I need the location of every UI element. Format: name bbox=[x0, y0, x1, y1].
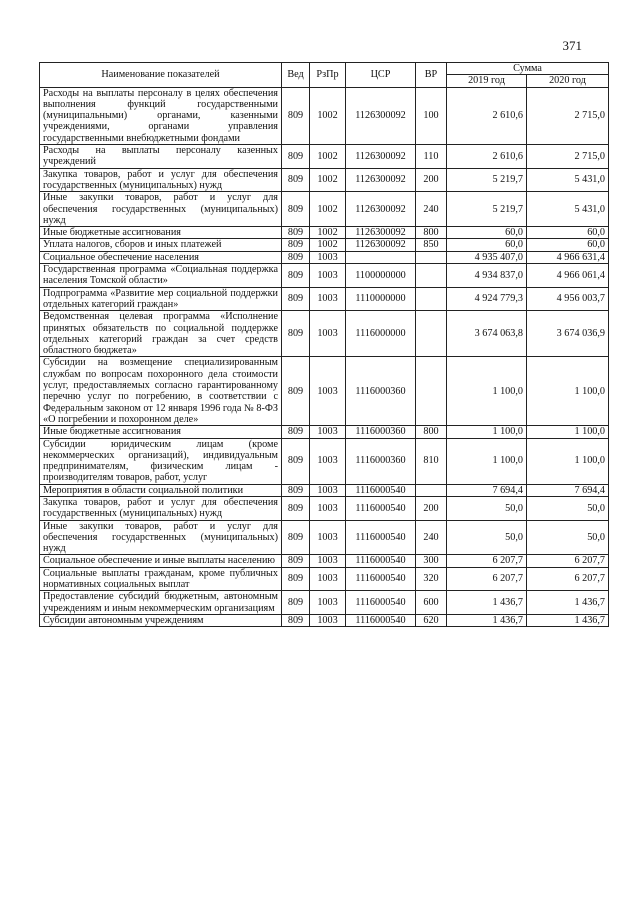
table-row bbox=[40, 555, 609, 567]
cell-sum-2020: 60,0 bbox=[527, 239, 609, 251]
cell-name: Иные бюджетные ассигнования bbox=[40, 426, 282, 438]
cell-name: Мероприятия в области социальной политики bbox=[40, 484, 282, 496]
cell-csr: 1116000540 bbox=[346, 520, 416, 555]
cell-sum-2019: 1 100,0 bbox=[447, 426, 527, 438]
cell-sum-2020: 1 100,0 bbox=[527, 426, 609, 438]
table-row bbox=[40, 567, 609, 591]
cell-name: Расходы на выплаты персоналу казенных учреждений bbox=[40, 145, 282, 169]
cell-name: Субсидии автономным учреждениям bbox=[40, 614, 282, 626]
cell-sum-2019: 4 924 779,3 bbox=[447, 287, 527, 311]
cell-sum-2019: 4 935 407,0 bbox=[447, 251, 527, 263]
cell-sum-2019: 6 207,7 bbox=[447, 555, 527, 567]
cell-sum-2020: 1 436,7 bbox=[527, 614, 609, 626]
cell-sum-2019: 5 219,7 bbox=[447, 192, 527, 227]
cell-name: Субсидии юридическим лицам (кроме некоммерческих организаций), индивидуальным предпринимателям, физическим лицам - производителям товаров, работ, услуг bbox=[40, 438, 282, 484]
table-row bbox=[40, 614, 609, 626]
cell-name: Ведомственная целевая программа «Исполнение принятых обязательств по социальной поддержке отдельных категорий граждан за счет средств областного бюджета» bbox=[40, 311, 282, 357]
cell-vr bbox=[416, 251, 447, 263]
cell-csr: 1126300092 bbox=[346, 87, 416, 144]
cell-vr: 320 bbox=[416, 567, 447, 591]
cell-rzpr: 1003 bbox=[310, 264, 346, 288]
cell-sum-2020: 1 100,0 bbox=[527, 438, 609, 484]
cell-sum-2020: 6 207,7 bbox=[527, 567, 609, 591]
cell-ved: 809 bbox=[282, 145, 310, 169]
cell-ved: 809 bbox=[282, 264, 310, 288]
cell-ved: 809 bbox=[282, 227, 310, 239]
cell-vr: 810 bbox=[416, 438, 447, 484]
cell-rzpr: 1003 bbox=[310, 251, 346, 263]
cell-vr: 600 bbox=[416, 591, 447, 615]
cell-vr: 800 bbox=[416, 227, 447, 239]
table-row bbox=[40, 192, 609, 227]
cell-sum-2020: 7 694,4 bbox=[527, 484, 609, 496]
header-year-2019: 2019 год bbox=[447, 75, 527, 87]
cell-csr: 1116000540 bbox=[346, 567, 416, 591]
cell-vr bbox=[416, 287, 447, 311]
cell-name: Социальное обеспечение населения bbox=[40, 251, 282, 263]
cell-sum-2019: 4 934 837,0 bbox=[447, 264, 527, 288]
table-row bbox=[40, 87, 609, 144]
header-csr: ЦСР bbox=[346, 63, 416, 88]
cell-name: Расходы на выплаты персоналу в целях обеспечения выполнения функций государственными (муниципальными) органами, казенными учреждениями, органами управления государственными внебюджетными фондами bbox=[40, 87, 282, 144]
cell-sum-2020: 2 715,0 bbox=[527, 145, 609, 169]
cell-vr bbox=[416, 311, 447, 357]
cell-sum-2019: 50,0 bbox=[447, 520, 527, 555]
cell-csr: 1126300092 bbox=[346, 192, 416, 227]
cell-vr bbox=[416, 484, 447, 496]
cell-sum-2020: 50,0 bbox=[527, 496, 609, 520]
cell-csr: 1126300092 bbox=[346, 227, 416, 239]
cell-csr: 1116000360 bbox=[346, 426, 416, 438]
cell-rzpr: 1003 bbox=[310, 496, 346, 520]
cell-sum-2019: 1 436,7 bbox=[447, 614, 527, 626]
cell-ved: 809 bbox=[282, 438, 310, 484]
cell-rzpr: 1002 bbox=[310, 87, 346, 144]
cell-name: Предоставление субсидий бюджетным, автономным учреждениям и иным некоммерческим организациям bbox=[40, 591, 282, 615]
cell-vr bbox=[416, 357, 447, 426]
cell-csr: 1116000540 bbox=[346, 591, 416, 615]
cell-ved: 809 bbox=[282, 591, 310, 615]
cell-csr: 1116000000 bbox=[346, 311, 416, 357]
cell-sum-2020: 6 207,7 bbox=[527, 555, 609, 567]
header-ved: Вед bbox=[282, 63, 310, 88]
cell-ved: 809 bbox=[282, 496, 310, 520]
cell-ved: 809 bbox=[282, 287, 310, 311]
table-row bbox=[40, 426, 609, 438]
cell-sum-2020: 3 674 036,9 bbox=[527, 311, 609, 357]
cell-ved: 809 bbox=[282, 192, 310, 227]
header-name: Наименование показателей bbox=[40, 63, 282, 88]
cell-ved: 809 bbox=[282, 251, 310, 263]
cell-sum-2020: 4 966 631,4 bbox=[527, 251, 609, 263]
header-year-2020: 2020 год bbox=[527, 75, 609, 87]
cell-name: Уплата налогов, сборов и иных платежей bbox=[40, 239, 282, 251]
cell-rzpr: 1003 bbox=[310, 484, 346, 496]
cell-vr: 110 bbox=[416, 145, 447, 169]
cell-sum-2020: 50,0 bbox=[527, 520, 609, 555]
header-rzpr: РзПр bbox=[310, 63, 346, 88]
cell-rzpr: 1002 bbox=[310, 227, 346, 239]
cell-rzpr: 1003 bbox=[310, 357, 346, 426]
cell-name: Иные закупки товаров, работ и услуг для обеспечения государственных (муниципальных) нужд bbox=[40, 192, 282, 227]
cell-rzpr: 1002 bbox=[310, 168, 346, 192]
header-vr: ВР bbox=[416, 63, 447, 88]
table-row bbox=[40, 168, 609, 192]
cell-rzpr: 1002 bbox=[310, 192, 346, 227]
cell-rzpr: 1003 bbox=[310, 426, 346, 438]
table-row bbox=[40, 484, 609, 496]
cell-ved: 809 bbox=[282, 426, 310, 438]
table-row bbox=[40, 264, 609, 288]
cell-sum-2019: 7 694,4 bbox=[447, 484, 527, 496]
cell-sum-2019: 3 674 063,8 bbox=[447, 311, 527, 357]
cell-csr: 1116000540 bbox=[346, 496, 416, 520]
cell-ved: 809 bbox=[282, 311, 310, 357]
table-row bbox=[40, 520, 609, 555]
table-row bbox=[40, 251, 609, 263]
cell-name: Закупка товаров, работ и услуг для обеспечения государственных (муниципальных) нужд bbox=[40, 168, 282, 192]
cell-sum-2019: 2 610,6 bbox=[447, 145, 527, 169]
cell-vr: 800 bbox=[416, 426, 447, 438]
cell-rzpr: 1003 bbox=[310, 567, 346, 591]
cell-sum-2019: 1 100,0 bbox=[447, 438, 527, 484]
cell-ved: 809 bbox=[282, 520, 310, 555]
cell-rzpr: 1002 bbox=[310, 239, 346, 251]
cell-vr: 240 bbox=[416, 192, 447, 227]
cell-sum-2019: 50,0 bbox=[447, 496, 527, 520]
table-header bbox=[40, 63, 609, 88]
cell-sum-2020: 2 715,0 bbox=[527, 87, 609, 144]
table-row bbox=[40, 287, 609, 311]
cell-csr: 1116000540 bbox=[346, 614, 416, 626]
cell-rzpr: 1003 bbox=[310, 311, 346, 357]
cell-csr bbox=[346, 251, 416, 263]
cell-name: Подпрограмма «Развитие мер социальной поддержки отдельных категорий граждан» bbox=[40, 287, 282, 311]
cell-ved: 809 bbox=[282, 555, 310, 567]
table-row bbox=[40, 496, 609, 520]
cell-ved: 809 bbox=[282, 567, 310, 591]
cell-rzpr: 1003 bbox=[310, 591, 346, 615]
cell-vr: 100 bbox=[416, 87, 447, 144]
cell-rzpr: 1003 bbox=[310, 520, 346, 555]
cell-name: Субсидии на возмещение специализированным службам по вопросам похоронного дела стоимости услуг, предоставляемых согласно гарантированному перечню услуг по погребению, в соответствии с Федеральным законом от 12 января 1996 года № 8-ФЗ «О погребении и похоронном деле» bbox=[40, 357, 282, 426]
cell-csr: 1116000540 bbox=[346, 555, 416, 567]
cell-ved: 809 bbox=[282, 239, 310, 251]
cell-sum-2020: 4 966 061,4 bbox=[527, 264, 609, 288]
cell-csr: 1116000540 bbox=[346, 484, 416, 496]
cell-sum-2020: 4 956 003,7 bbox=[527, 287, 609, 311]
cell-vr: 850 bbox=[416, 239, 447, 251]
cell-ved: 809 bbox=[282, 484, 310, 496]
cell-vr bbox=[416, 264, 447, 288]
cell-sum-2020: 5 431,0 bbox=[527, 168, 609, 192]
cell-vr: 200 bbox=[416, 168, 447, 192]
cell-csr: 1100000000 bbox=[346, 264, 416, 288]
cell-sum-2019: 1 436,7 bbox=[447, 591, 527, 615]
cell-sum-2019: 5 219,7 bbox=[447, 168, 527, 192]
cell-vr: 620 bbox=[416, 614, 447, 626]
cell-csr: 1116000360 bbox=[346, 438, 416, 484]
cell-name: Закупка товаров, работ и услуг для обеспечения государственных (муниципальных) нужд bbox=[40, 496, 282, 520]
cell-sum-2019: 60,0 bbox=[447, 227, 527, 239]
table-body bbox=[40, 87, 609, 627]
cell-name: Иные закупки товаров, работ и услуг для обеспечения государственных (муниципальных) нужд bbox=[40, 520, 282, 555]
cell-rzpr: 1003 bbox=[310, 614, 346, 626]
budget-table bbox=[39, 62, 609, 627]
cell-vr: 240 bbox=[416, 520, 447, 555]
cell-name: Иные бюджетные ассигнования bbox=[40, 227, 282, 239]
table-row bbox=[40, 145, 609, 169]
cell-sum-2020: 5 431,0 bbox=[527, 192, 609, 227]
cell-sum-2019: 1 100,0 bbox=[447, 357, 527, 426]
cell-rzpr: 1003 bbox=[310, 438, 346, 484]
cell-ved: 809 bbox=[282, 168, 310, 192]
cell-sum-2019: 6 207,7 bbox=[447, 567, 527, 591]
cell-csr: 1126300092 bbox=[346, 168, 416, 192]
cell-csr: 1116000360 bbox=[346, 357, 416, 426]
table-row bbox=[40, 239, 609, 251]
cell-vr: 300 bbox=[416, 555, 447, 567]
cell-name: Социальные выплаты гражданам, кроме публичных нормативных социальных выплат bbox=[40, 567, 282, 591]
cell-ved: 809 bbox=[282, 357, 310, 426]
table-row bbox=[40, 357, 609, 426]
cell-rzpr: 1003 bbox=[310, 287, 346, 311]
cell-csr: 1126300092 bbox=[346, 145, 416, 169]
cell-sum-2019: 2 610,6 bbox=[447, 87, 527, 144]
cell-csr: 1126300092 bbox=[346, 239, 416, 251]
table-row bbox=[40, 591, 609, 615]
cell-vr: 200 bbox=[416, 496, 447, 520]
table-row bbox=[40, 311, 609, 357]
cell-ved: 809 bbox=[282, 87, 310, 144]
cell-rzpr: 1002 bbox=[310, 145, 346, 169]
table-row bbox=[40, 438, 609, 484]
cell-name: Социальное обеспечение и иные выплаты населению bbox=[40, 555, 282, 567]
cell-name: Государственная программа «Социальная поддержка населения Томской области» bbox=[40, 264, 282, 288]
header-sum: Сумма bbox=[447, 63, 609, 75]
page-number: 371 bbox=[562, 38, 582, 53]
cell-sum-2020: 1 436,7 bbox=[527, 591, 609, 615]
cell-sum-2020: 1 100,0 bbox=[527, 357, 609, 426]
cell-sum-2019: 60,0 bbox=[447, 239, 527, 251]
cell-rzpr: 1003 bbox=[310, 555, 346, 567]
table-row bbox=[40, 227, 609, 239]
cell-ved: 809 bbox=[282, 614, 310, 626]
cell-sum-2020: 60,0 bbox=[527, 227, 609, 239]
cell-csr: 1110000000 bbox=[346, 287, 416, 311]
